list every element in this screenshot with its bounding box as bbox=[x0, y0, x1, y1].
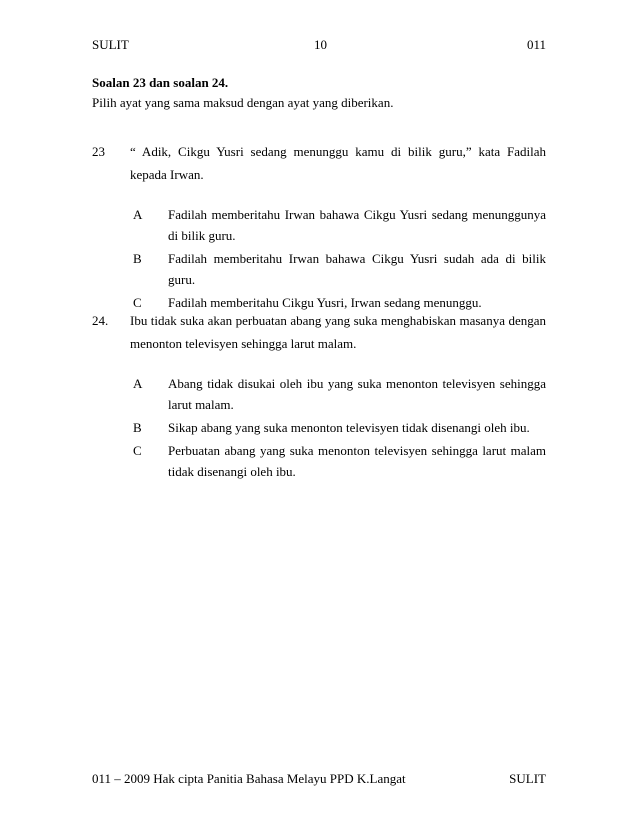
option-text: Fadilah memberitahu Irwan bahawa Cikgu Yusri sudah ada di bilik guru. bbox=[168, 251, 546, 287]
option-letter: C bbox=[133, 295, 142, 310]
option-c bbox=[130, 440, 546, 482]
question-stem: Ibu tidak suka akan perbuatan abang yang suka menghabiskan masanya dengan menonton televisyen sehingga larut malam. bbox=[130, 313, 546, 351]
question-number: 23 bbox=[92, 144, 105, 159]
header-classification: SULIT bbox=[92, 37, 129, 52]
option-letter: B bbox=[133, 420, 142, 435]
footer-classification: SULIT bbox=[509, 771, 546, 786]
option-a bbox=[130, 204, 546, 246]
section-title: Soalan 23 dan soalan 24. bbox=[92, 75, 229, 90]
option-letter: B bbox=[133, 251, 142, 266]
option-text: Fadilah memberitahu Irwan bahawa Cikgu Yusri sedang menunggunya di bilik guru. bbox=[168, 207, 546, 243]
option-list bbox=[130, 204, 546, 313]
paper-code: 011 bbox=[526, 37, 546, 52]
question-stem: “ Adik, Cikgu Yusri sedang menunggu kamu di bilik guru,” kata Fadilah kepada Irwan. bbox=[130, 144, 546, 182]
option-b bbox=[130, 248, 546, 290]
option-text: Abang tidak disukai oleh ibu yang suka menonton televisyen sehingga larut malam. bbox=[168, 376, 546, 412]
option-text: Perbuatan abang yang suka menonton televisyen sehingga larut malam tidak disenangi oleh ibu. bbox=[168, 443, 546, 479]
option-list bbox=[130, 373, 546, 482]
page-header bbox=[92, 36, 546, 54]
page-number: 10 bbox=[314, 37, 327, 52]
option-letter: A bbox=[133, 376, 143, 391]
copyright-notice: 011 – 2009 Hak cipta Panitia Bahasa Melayu PPD K.Langat bbox=[92, 771, 406, 786]
option-b bbox=[130, 417, 546, 438]
page-footer bbox=[92, 770, 546, 788]
question-24 bbox=[92, 309, 546, 482]
option-text: Sikap abang yang suka menonton televisyen tidak disenangi oleh ibu. bbox=[168, 420, 530, 435]
option-a bbox=[130, 373, 546, 415]
section-instruction: Pilih ayat yang sama maksud dengan ayat yang diberikan. bbox=[92, 95, 394, 110]
option-text: Fadilah memberitahu Cikgu Yusri, Irwan sedang menunggu. bbox=[168, 295, 482, 310]
option-letter: A bbox=[133, 207, 143, 222]
question-23 bbox=[92, 140, 546, 313]
question-number: 24. bbox=[92, 313, 109, 328]
option-letter: C bbox=[133, 443, 142, 458]
